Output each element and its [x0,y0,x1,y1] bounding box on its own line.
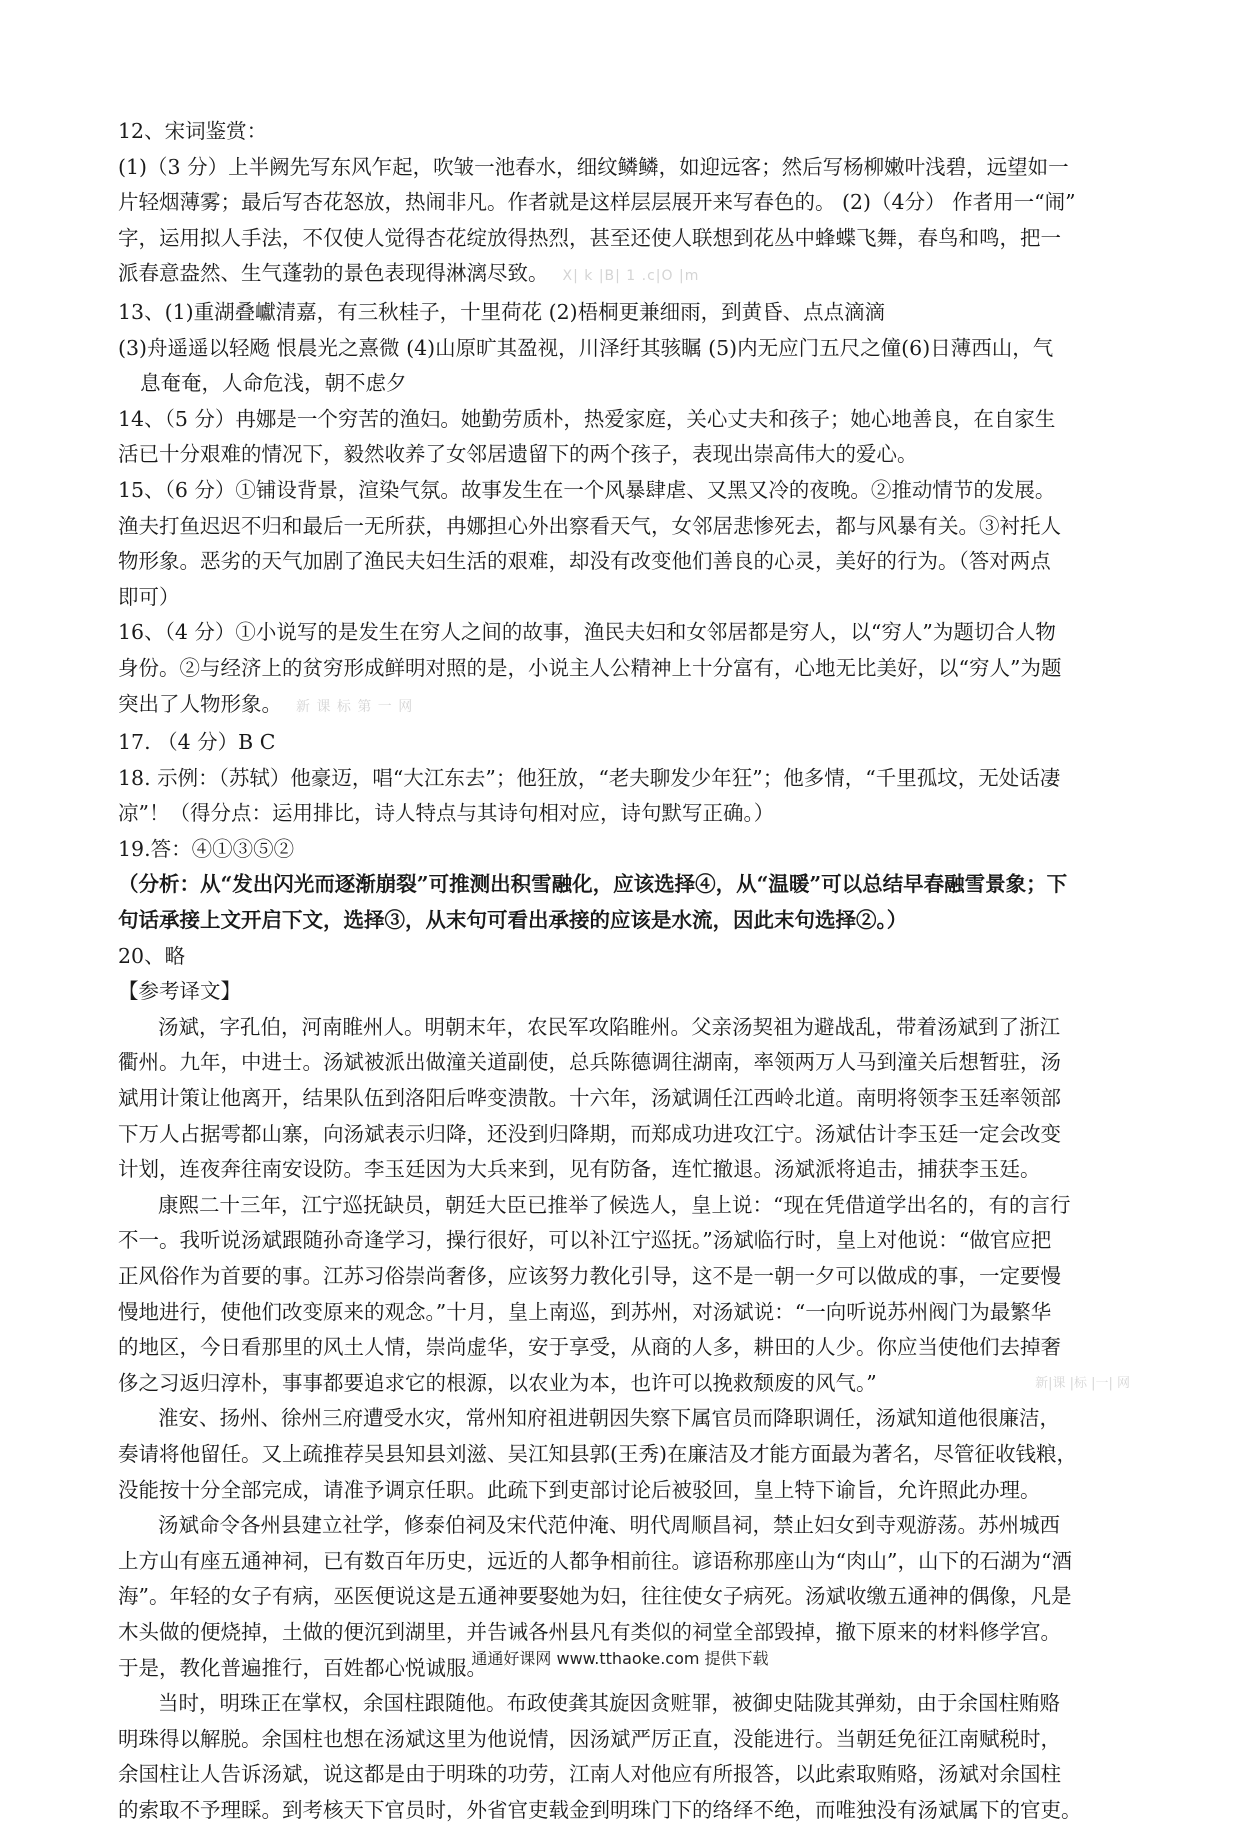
translation-line: 奏请将他留任。又上疏推荐吴县知县刘滋、吴江知县郭(王秀)在廉洁及才能方面最为著名，尽管征收钱粮， [118,1441,1077,1466]
translation-line: 当时，明珠正在掌权，余国柱跟随他。布政使龚其旋因贪赃罪，被御史陆陇其弹劾，由于余国柱贿赂 [158,1691,1060,1716]
answer-20-line: 20、略 [118,943,186,968]
answer-16-line: 身份。②与经济上的贫穷形成鲜明对照的是，小说主人公精神上十分富有，心地无比美好，以“穷人”为题 [118,655,1062,680]
answer-16-line: 突出了人物形象。 新 课 标 第 一 网 [118,691,414,716]
translation-line: 汤斌，字孔伯，河南睢州人。明朝末年，农民军攻陷睢州。父亲汤契祖为避战乱，带着汤斌到了浙江 [158,1014,1060,1039]
translation-line: 明珠得以解脱。余国柱也想在汤斌这里为他说情，因汤斌严厉正直，没能进行。当朝廷免征江南赋税时， [118,1726,1061,1751]
answer-19-analysis: 句话承接上文开启下文，选择③，从末句可看出承接的应该是水流，因此末句选择②。） [118,908,908,933]
page-footer: 通通好课网 www.tthaoke.com 提供下载 [471,1649,769,1668]
watermark: X| k |B| 1 .c|O |m [562,268,700,285]
translation-line: 汤斌命令各州县建立社学，修泰伯祠及宋代范仲淹、明代周顺昌祠，禁止妇女到寺观游荡。苏州城西 [158,1513,1060,1538]
translation-line: 计划，连夜奔往南安设防。李玉廷因为大兵来到，见有防备，连忙撤退。汤斌派将追击，捕获李玉廷。 [118,1157,1041,1182]
translation-line: 侈之习返归淳朴，事事都要追求它的根源，以农业为本，也许可以挽救颓废的风气。” 新|课 |标 |一| 网 [118,1366,1130,1402]
translation-line: 上方山有座五通神祠，已有数百年历史，远近的人都争相前往。谚语称那座山为“肉山”，山下的石湖为“酒 [118,1548,1072,1573]
translation-line: 衢州。九年，中进士。汤斌被派出做潼关道副使，总兵陈德调往湖南，率领两万人马到潼关后想暂驻，汤 [118,1050,1061,1075]
translation-line: 没能按十分全部完成，请准予调京任职。此疏下到吏部讨论后被驳回，皇上特下谕旨，允许照此办理。 [118,1477,1041,1502]
answer-14-line: 活已十分艰难的情况下，毅然收养了女邻居遗留下的两个孩子，表现出崇高伟大的爱心。 [118,442,918,467]
answer-18-line: 凉”！（得分点：运用排比，诗人特点与其诗句相对应，诗句默写正确。） [118,801,775,826]
translation-line: 的地区，今日看那里的风土人情，崇尚虚华，安于享受，从商的人多，耕田的人少。你应当使他们去掉奢 [118,1335,1061,1360]
translation-line: 下万人占据雩都山寨，向汤斌表示归降，还没到归降期，而郑成功进攻江宁。汤斌估计李玉廷一定会改变 [118,1121,1061,1146]
watermark: 新 课 标 第 一 网 [296,698,414,715]
answer-14-line: 14、（5 分）冉娜是一个穷苦的渔妇。她勤劳质朴，热爱家庭，关心丈夫和孩子；她心地善良，在自家生 [118,406,1056,431]
answer-13-line: (3)舟遥遥以轻飏 恨晨光之熹微 (4)山原旷其盈视，川泽纡其骇瞩 (5)内无应门五尺之僮(6)日薄西山，气 [118,335,1054,360]
answer-12-line: 字，运用拟人手法，不仅使人觉得杏花绽放得热烈，甚至还使人联想到花丛中蜂蝶飞舞，春鸟和鸣，把一 [118,225,1061,250]
translation-line: 海”。年轻的女子有病，巫医便说这是五通神要娶她为妇，往往使女子病死。汤斌收缴五通神的偶像，凡是 [118,1584,1072,1609]
translation-line: 于是，教化普遍推行，百姓都心悦诚服。 [118,1655,487,1680]
document-body [118,114,1130,1829]
answer-15-line: 即可） [118,584,180,609]
translation-line: 斌用计策让他离开，结果队伍到洛阳后哗变溃散。十六年，汤斌调任江西岭北道。南明将领李玉廷率领部 [118,1086,1061,1111]
answer-12-line: 派春意盎然、生气蓬勃的景色表现得淋漓尽致。 X| k |B| 1 .c|O |m [118,261,700,286]
translation-line: 余国柱让人告诉汤斌，说这都是由于明珠的功劳，江南人对他应有所报答，以此索取贿赂，汤斌对余国柱 [118,1762,1061,1787]
answer-12-line: 片轻烟薄雾；最后写杏花怒放，热闹非凡。作者就是这样层层展开来写春色的。 (2)（4分） 作者用一“闹” [118,190,1076,215]
translation-line: 正风俗作为首要的事。江苏习俗崇尚奢侈，应该努力教化引导，这不是一朝一夕可以做成的事，一定要慢 [118,1264,1061,1288]
answer-12-line: (1)（3 分）上半阙先写东风乍起，吹皱一池春水，细纹鳞鳞，如迎远客；然后写杨柳嫩叶浅碧，远望如一 [118,154,1069,179]
translation-line: 的索取不予理睬。到考核天下官员时，外省官吏载金到明珠门下的络绎不绝，而唯独没有汤斌属下的官吏。 [118,1797,1082,1822]
translation-line: 淮安、扬州、徐州三府遭受水灾，常州知府祖进朝因失察下属官员而降职调任，汤斌知道他很廉洁， [158,1406,1060,1431]
answer-17-line: 17. （4 分）B C [118,730,276,755]
watermark: 新|课 |标 |一| 网 [1035,1375,1130,1391]
translation-line: 慢地进行，使他们改变原来的观念。”十月，皇上南巡，到苏州，对汤斌说：“一向听说苏州阀门为最繁华 [118,1299,1052,1324]
answer-19-analysis: （分析：从“发出闪光而逐渐崩裂”可推测出积雪融化，应该选择④，从“温暖”可以总结早春融雪景象；下 [118,872,1068,897]
answer-15-line: 物形象。恶劣的天气加剧了渔民夫妇生活的艰难，却没有改变他们善良的心灵，美好的行为。（答对两点 [118,549,1051,574]
translation-heading: 【参考译文】 [118,979,241,1004]
answer-19-line: 19.答：④①③⑤② [118,836,295,861]
translation-line: 木头做的便烧掉，土做的便沉到湖里，并告诫各州县凡有类似的祠堂全部毁掉，撤下原来的材料修学宫。 [118,1619,1061,1644]
answer-15-line: 15、（6 分）①铺设背景，渲染气氛。故事发生在一个风暴肆虐、又黑又冷的夜晚。②推动情节的发展。 [118,477,1056,502]
answer-16-line: 16、（4 分）①小说写的是发生在穷人之间的故事，渔民夫妇和女邻居都是穷人，以“穷人”为题切合人物 [118,620,1056,645]
translation-line: 康熙二十三年，江宁巡抚缺员，朝廷大臣已推举了候选人，皇上说：“现在凭借道学出名的，有的言行 [158,1192,1071,1217]
section-12-title: 12、宋词鉴赏： [118,119,268,143]
answer-13-line: 13、(1)重湖叠巘清嘉，有三秋桂子，十里荷花 (2)梧桐更兼细雨，到黄昏、点点滴滴 [118,299,886,324]
answer-13-line: 息奄奄，人命危浅，朝不虑夕 [140,371,407,396]
translation-line: 不一。我听说汤斌跟随孙奇逢学习，操行很好，可以补江宁巡抚。”汤斌临行时，皇上对他说：“做官应把 [118,1228,1052,1253]
answer-18-line: 18. 示例：（苏轼）他豪迈，唱“大江东去”；他狂放，“老夫聊发少年狂”；他多情，“千里孤坟，无处话凄 [118,765,1061,790]
answer-15-line: 渔夫打鱼迟迟不归和最后一无所获，冉娜担心外出察看天气，女邻居悲惨死去，都与风暴有关。③衬托人 [118,513,1061,538]
